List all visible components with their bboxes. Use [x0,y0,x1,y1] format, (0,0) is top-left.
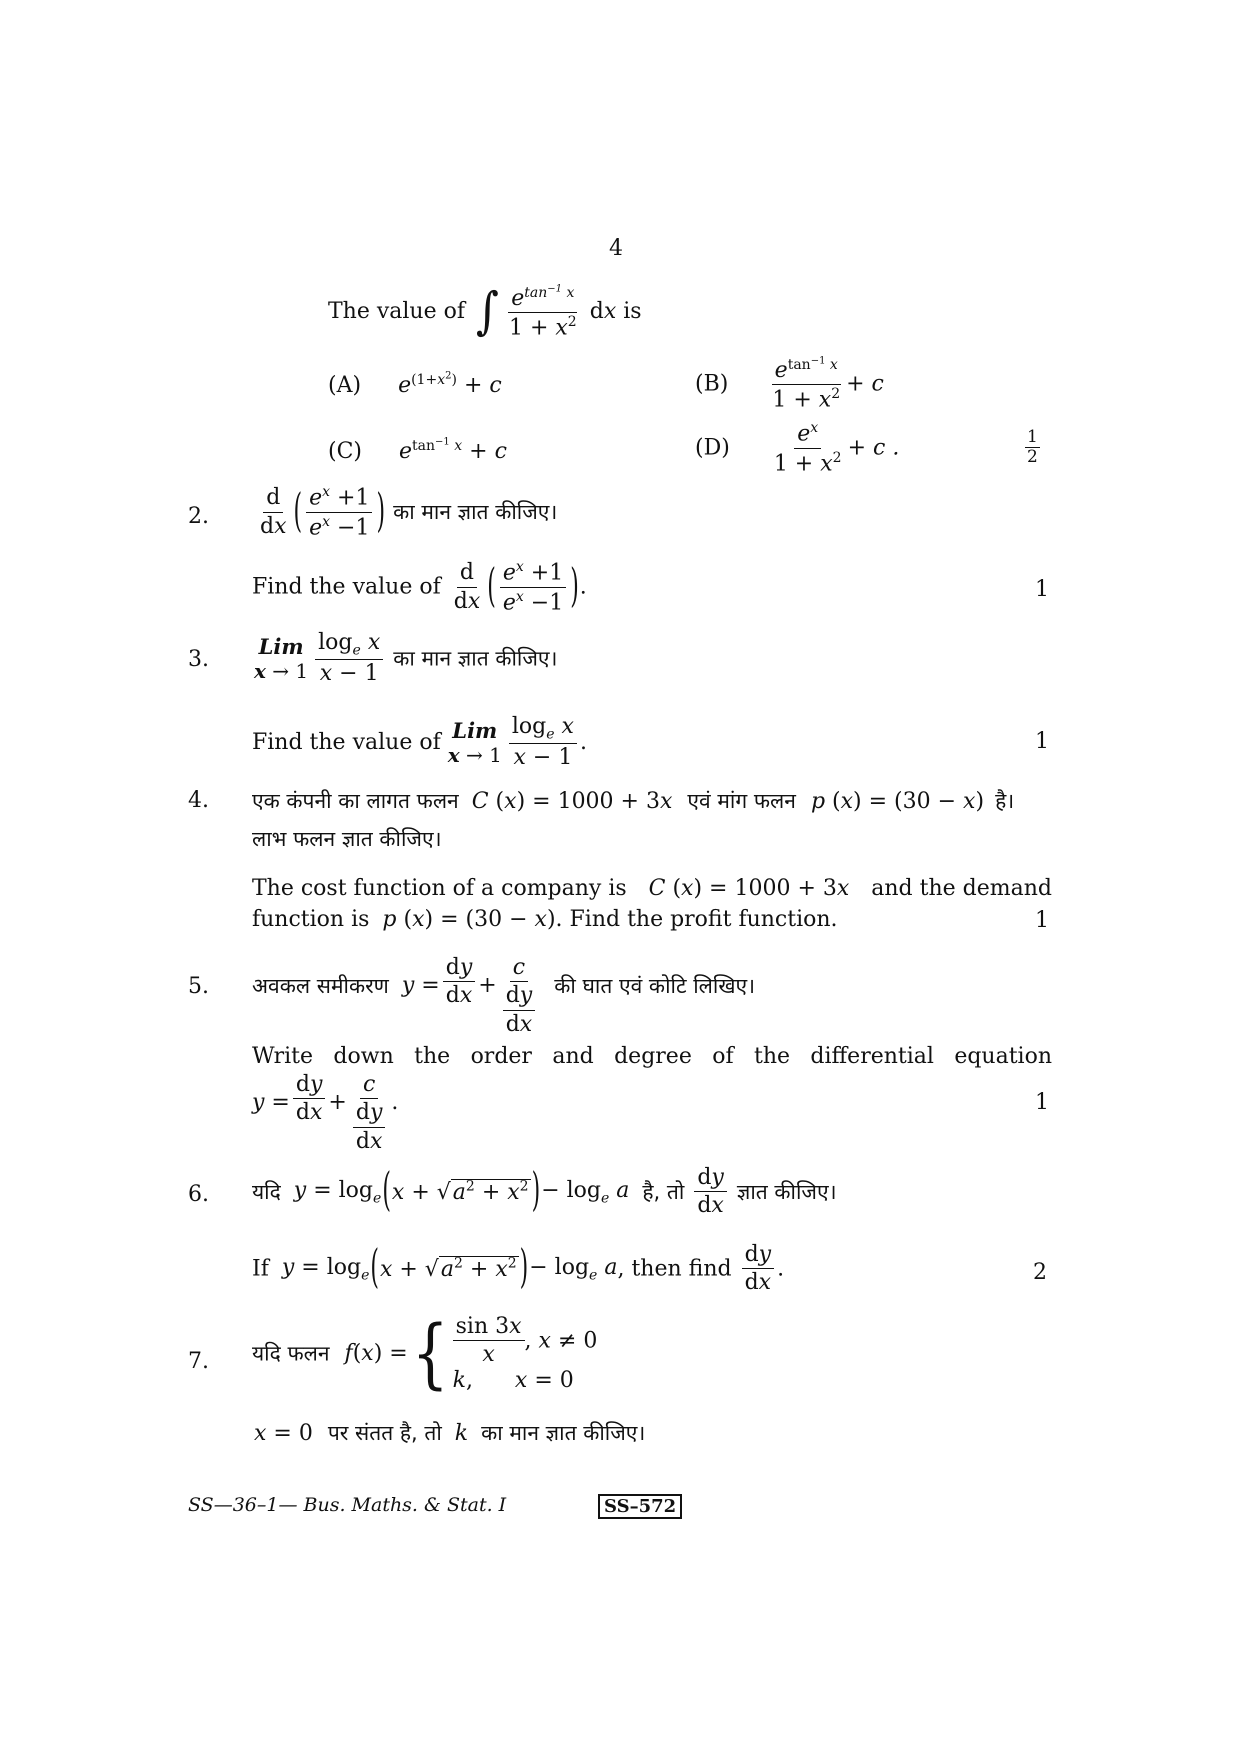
option-a-label: (A) [328,372,362,398]
q3-hindi-text: का मान ज्ञात कीजिए। [393,646,558,671]
q7-hindi-line2: x = 0 पर संतत है, तो k का मान ज्ञात कीजिए। [254,1421,646,1446]
q5-hindi-text-1: अवकल समीकरण [252,974,389,998]
q7-number: 7. [188,1349,209,1374]
q5-english-equation: y = $\frac{dy}{dx}$ + $\frac{c}{\frac{dy}{dx}}$ . [252,1072,399,1154]
q4-hindi-text-1: एक कंपनी का लागत फलन [252,789,459,813]
q6-english: If $y = \log_e(x + √a^2 + x^2$ )− $\log_e a$, then find $\frac{dy}{dx}$ . [252,1242,785,1296]
q5-english: Write down the order and degree of the differential equation [252,1044,1052,1069]
q2-hindi: $\frac{d}{dx}$ ( $\frac{e^x +1}{e^x -1}$ ) का मान ज्ञात कीजिए। [260,484,558,540]
q7-hindi-text-2: पर संतत है, तो [327,1421,442,1445]
q4-english-text-1: The cost function of a company is [252,876,627,901]
q2-english: Find the value of $\frac{d}{dx}$ ( $\frac{e^x +1}{e^x -1}$ ). [252,559,587,615]
q1-option-c: (C) $e^{tan^{-1} x} + c$ [328,436,507,464]
q6-number: 6. [188,1182,209,1207]
q7-hindi-line1: यदि फलन f(x) ={ $\frac{\sin 3x}{x}$ , x ≠ 0 k, x = 0 [252,1309,598,1398]
q5-number: 5. [188,974,209,999]
q7-hindi-text-1: यदि फलन [252,1341,330,1366]
q4-hindi-line1: एक कंपनी का लागत फलन C (x) = 1000 + 3x एवं मांग फलन p (x) = (30 − x) है। [252,789,1015,814]
q4-marks: 1 [1035,908,1049,933]
q1-tail-text: is [623,298,642,324]
q1-option-a: (A) $e^{(1+x^2)} + c$ [328,370,502,398]
q6-marks: 2 [1033,1260,1047,1285]
q2-english-text: Find the value of [252,574,441,600]
option-c-label: (C) [328,438,362,464]
q2-marks: 1 [1035,577,1049,602]
lim-label: Lim [258,633,304,659]
q6-hindi: यदि $y = \log_e(x + √a^2 + x^2$ )− $\log_e a$ है, तो $\frac{dy}{dx}$ ज्ञात कीजिए। [252,1165,837,1219]
q2-number: 2. [188,504,209,529]
q1-marks: $\frac{1}{2}$ [1027,427,1038,467]
q4-english-text-2: and the demand [871,876,1052,901]
q1-integrand: $\frac{e^{tan^{-1} x}}{1 + x^2}$ [508,283,577,341]
q5-hindi-text-2: की घात एवं कोटि लिखिए। [554,974,756,998]
q4-english-text-4: . Find the profit function. [555,907,838,932]
q4-number: 4. [188,788,209,813]
q3-marks: 1 [1035,729,1049,754]
footer-subject: SS—36–1— Bus. Maths. & Stat. I [188,1494,507,1516]
q1-option-d: (D) $\frac{e^x}{1 + x^2}$ + c . [695,420,900,476]
q4-english-line1: The cost function of a company is C (x) = 1000 + 3x and the demand [252,876,1052,901]
q4-hindi-line2: लाभ फलन ज्ञात कीजिए। [252,827,442,851]
option-d-label: (D) [695,435,730,461]
q3-english: Find the value of Lim x → 1 $\frac{\log_e x}{x - 1}$ . [252,714,587,771]
q1-option-b: (B) $\frac{e^{tan^{-1} x}}{1 + x^2}$ + c [695,355,884,413]
q3-english-text: Find the value of [252,729,441,755]
page-number: 4 [609,236,623,261]
q4-hindi-text-3: है। [995,789,1015,813]
q4-english-text-3: function is [252,907,370,932]
footer-paper-code: SS–572 [598,1494,682,1519]
q6-english-text-1: If [252,1256,269,1282]
q1-stem: The value of ∫ $\frac{e^{tan^{-1} x}}{1 + x^2}$ dx is [328,282,642,342]
q7-hindi-text-3: का मान ज्ञात कीजिए। [481,1421,646,1445]
option-b-label: (B) [695,371,729,397]
q3-hindi: Lim x → 1 $\frac{\log_e x}{x - 1}$ का मान ज्ञात कीजिए। [254,630,558,687]
q4-english-line2: function is p (x) = (30 − x). Find the profit function. [252,907,838,932]
q6-hindi-text-2: है, तो [642,1179,685,1204]
q6-hindi-text-1: यदि [252,1179,281,1204]
q3-number: 3. [188,647,209,672]
q2-hindi-text: का मान ज्ञात कीजिए। [393,500,558,525]
q4-hindi-text-2: एवं मांग फलन [687,789,796,813]
q5-hindi: अवकल समीकरण y = $\frac{dy}{dx}$ + $\frac{c}{\frac{dy}{dx}}$ की घात एवं कोटि लिखिए। [252,955,756,1037]
q1-lead-text: The value of [328,298,466,324]
q6-hindi-text-3: ज्ञात कीजिए। [736,1179,837,1204]
q6-english-text-2: , then find [617,1256,732,1282]
q5-marks: 1 [1035,1090,1049,1115]
